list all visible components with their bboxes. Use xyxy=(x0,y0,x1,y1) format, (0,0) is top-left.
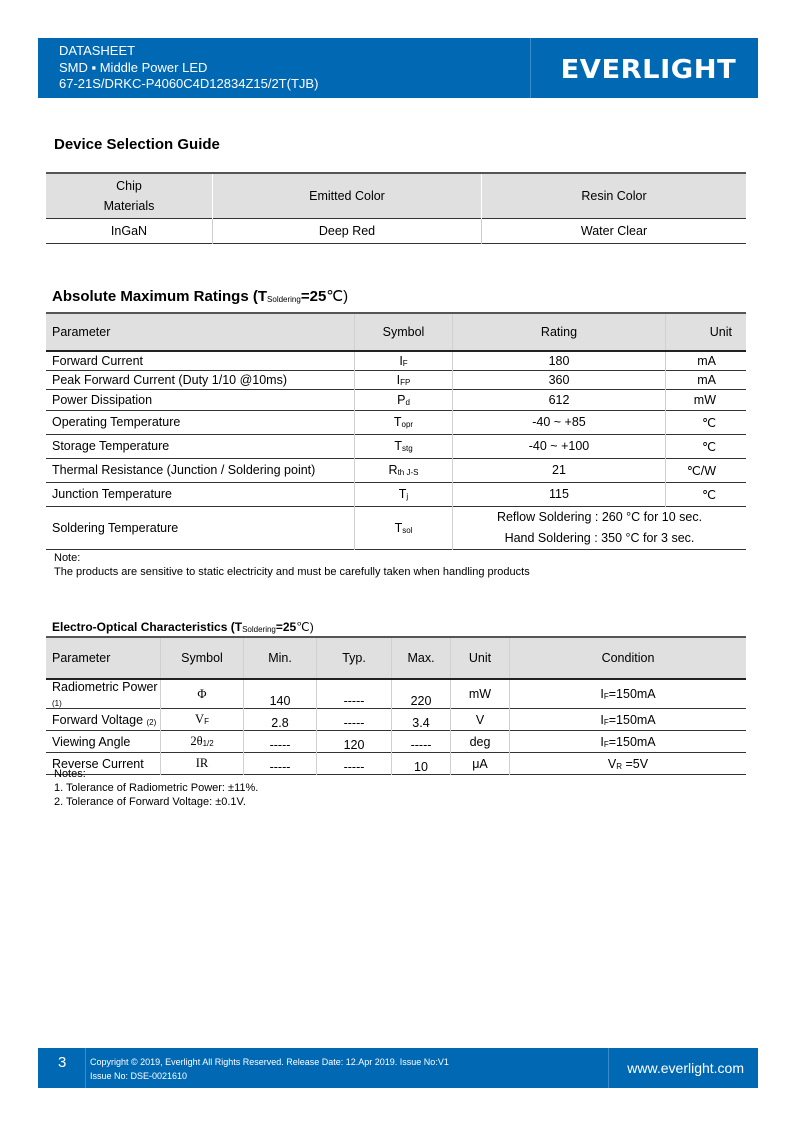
table-row xyxy=(46,370,746,389)
cell-parameter xyxy=(46,709,161,731)
table-row xyxy=(46,389,746,410)
cell-symbol xyxy=(355,389,453,410)
eo-title xyxy=(52,620,314,634)
cell-unit: ℃ xyxy=(666,482,747,506)
table-row xyxy=(46,434,746,458)
cell-unit: mA xyxy=(666,370,747,389)
eo-table xyxy=(46,636,746,775)
cell-symbol xyxy=(355,434,453,458)
cell-symbol xyxy=(355,410,453,434)
cell-parameter xyxy=(46,731,161,753)
title-subscript: Soldering xyxy=(242,625,276,634)
cell-parameter: Thermal Resistance (Junction / Soldering point) xyxy=(52,463,316,477)
col-rating: Rating xyxy=(453,313,666,351)
cell-unit: ℃/W xyxy=(666,458,747,482)
symbol-text: IR xyxy=(195,756,209,770)
title-text: Absolute Maximum Ratings (T xyxy=(52,288,268,305)
title-text: Electro-Optical Characteristics (T xyxy=(52,620,243,634)
table-row xyxy=(46,218,746,243)
device-selection-table xyxy=(46,172,746,244)
cell-emitted-color: Deep Red xyxy=(213,218,482,243)
condition-value: =150mA xyxy=(608,734,656,749)
note-label: Note: xyxy=(54,552,81,564)
col-parameter: Parameter xyxy=(46,313,355,351)
page-footer xyxy=(38,1048,758,1088)
condition-value: =150mA xyxy=(608,712,656,727)
title-unit: ℃) xyxy=(296,620,314,634)
col-unit: Unit xyxy=(451,637,510,679)
cell-typ: ----- xyxy=(317,753,392,775)
cell-min: 140 xyxy=(244,679,317,709)
col-symbol: Symbol xyxy=(161,637,244,679)
title-value: =25 xyxy=(275,620,297,634)
symbol-text: P xyxy=(397,392,406,407)
title-value: =25 xyxy=(300,288,327,305)
header-divider xyxy=(530,38,531,98)
condition-subscript: R xyxy=(616,761,623,771)
page-header xyxy=(38,38,758,98)
title-subscript: Soldering xyxy=(267,295,301,304)
cell-parameter: Storage Temperature xyxy=(52,439,170,453)
copyright-text: Copyright © 2019, Everlight All Rights Reserved. Release Date: 12.Apr 2019. Issue No:V1 xyxy=(90,1057,449,1067)
cell-rating: 21 xyxy=(453,458,666,482)
cell-min: ----- xyxy=(244,731,317,753)
table-header-row xyxy=(46,173,746,218)
cell-unit: ℃ xyxy=(666,434,747,458)
parameter-text: Radiometric Power xyxy=(52,680,158,694)
note-item: 1. Tolerance of Radiometric Power: ±11%. xyxy=(54,782,259,794)
condition-symbol: V xyxy=(607,756,617,771)
cell-parameter xyxy=(46,679,161,709)
symbol-subscript: FP xyxy=(400,377,411,387)
doc-type: DATASHEET xyxy=(59,43,136,58)
symbol-text: T xyxy=(393,415,402,429)
cell-unit: V xyxy=(451,709,510,731)
cell-rating: 360 xyxy=(453,370,666,389)
parameter-text: Forward Voltage xyxy=(52,712,144,727)
table-header-row xyxy=(46,313,746,351)
condition-value: =150mA xyxy=(608,687,656,701)
cell-symbol xyxy=(161,709,244,731)
cell-max: 3.4 xyxy=(392,709,451,731)
cell-rating xyxy=(453,506,747,549)
note-item: 2. Tolerance of Forward Voltage: ±0.1V. xyxy=(54,796,246,808)
cell-unit: ℃ xyxy=(666,410,747,434)
parameter-text: Reverse Current xyxy=(52,756,144,771)
reflow-soldering: Reflow Soldering : 260 °C for 10 sec. xyxy=(496,509,703,524)
page-number: 3 xyxy=(58,1054,67,1071)
header-text: Chip xyxy=(116,178,142,193)
cell-typ: ----- xyxy=(317,709,392,731)
cell-parameter: Junction Temperature xyxy=(52,487,172,501)
table-row xyxy=(46,679,746,709)
symbol-subscript: 1/2 xyxy=(202,739,214,748)
cell-condition xyxy=(510,709,747,731)
condition-subscript: F xyxy=(603,739,609,749)
symbol-text: I xyxy=(399,353,403,368)
cell-max: ----- xyxy=(392,731,451,753)
col-resin-color: Resin Color xyxy=(482,173,747,218)
header-text xyxy=(59,43,318,93)
col-emitted-color: Emitted Color xyxy=(213,173,482,218)
hand-soldering: Hand Soldering : 350 °C for 3 sec. xyxy=(504,530,695,545)
table-row xyxy=(46,351,746,370)
col-min: Min. xyxy=(244,637,317,679)
symbol-subscript: opr xyxy=(401,420,414,429)
cell-symbol xyxy=(355,370,453,389)
cell-rating: -40 ~ +85 xyxy=(453,410,666,434)
symbol-text: T xyxy=(394,439,402,453)
note-text: The products are sensitive to static electricity and must be carefully taken when handling products xyxy=(54,566,530,578)
part-number: 67-21S/DRKC-P4060C4D12834Z15/2T(TJB) xyxy=(59,76,319,91)
condition-symbol: I xyxy=(600,734,604,749)
eo-notes xyxy=(54,767,258,809)
col-chip-materials xyxy=(46,173,213,218)
cell-symbol xyxy=(355,506,453,549)
cell-unit: mA xyxy=(666,351,747,370)
symbol-subscript: F xyxy=(204,717,209,726)
cell-rating: 612 xyxy=(453,389,666,410)
abs-max-table xyxy=(46,312,746,550)
cell-unit: deg xyxy=(451,731,510,753)
cell-unit: μA xyxy=(451,753,510,775)
cell-typ: ----- xyxy=(317,679,392,709)
cell-condition xyxy=(510,731,747,753)
symbol-text: I xyxy=(396,372,401,387)
cell-unit: mW xyxy=(451,679,510,709)
footer-divider xyxy=(85,1048,86,1088)
cell-unit: mW xyxy=(666,389,747,410)
cell-rating: 115 xyxy=(453,482,666,506)
cell-rating: 180 xyxy=(453,351,666,370)
cell-min: 2.8 xyxy=(244,709,317,731)
symbol-subscript: stg xyxy=(401,444,413,453)
condition-subscript: F xyxy=(603,717,609,727)
cell-parameter: Forward Current xyxy=(52,353,143,368)
cell-parameter: Power Dissipation xyxy=(52,392,153,407)
footer-copyright xyxy=(90,1055,449,1083)
condition-symbol: I xyxy=(600,687,604,701)
cell-parameter: Peak Forward Current (Duty 1/10 @10ms) xyxy=(52,372,287,387)
abs-max-note xyxy=(54,551,530,579)
cell-rating: -40 ~ +100 xyxy=(453,434,666,458)
product-category: SMD ▪ Middle Power LED xyxy=(59,59,208,75)
condition-subscript: F xyxy=(603,692,609,701)
col-unit: Unit xyxy=(666,313,747,351)
cell-condition xyxy=(510,753,747,775)
issue-number: Issue No: DSE-0021610 xyxy=(90,1071,188,1081)
cell-min: ----- xyxy=(244,753,317,775)
symbol-subscript: F xyxy=(402,358,408,368)
parameter-text: Viewing Angle xyxy=(52,734,131,749)
symbol-text: T xyxy=(398,487,407,501)
cell-symbol xyxy=(161,679,244,709)
table-row xyxy=(46,709,746,731)
website-link[interactable]: www.everlight.com xyxy=(627,1060,744,1076)
cell-parameter: Operating Temperature xyxy=(52,415,181,429)
title-unit: ℃) xyxy=(326,288,349,305)
cell-symbol xyxy=(161,731,244,753)
cell-symbol xyxy=(355,351,453,370)
col-condition: Condition xyxy=(510,637,747,679)
symbol-text: Φ xyxy=(197,686,207,701)
symbol-subscript: d xyxy=(405,397,410,407)
footnote-ref: (1) xyxy=(52,699,62,708)
cell-typ: 120 xyxy=(317,731,392,753)
table-row-soldering xyxy=(46,506,746,549)
cell-chip: InGaN xyxy=(46,218,213,243)
col-symbol: Symbol xyxy=(355,313,453,351)
symbol-text: R xyxy=(388,463,398,477)
everlight-logo: EVERLIGHT xyxy=(560,55,736,85)
symbol-text: V xyxy=(195,712,205,726)
cell-parameter: Soldering Temperature xyxy=(52,520,179,535)
cell-resin-color: Water Clear xyxy=(580,223,648,238)
symbol-subscript: sol xyxy=(402,525,413,535)
table-row xyxy=(46,731,746,753)
table-row xyxy=(46,458,746,482)
symbol-text: 2θ xyxy=(190,734,203,748)
footer-divider xyxy=(608,1048,609,1088)
notes-label: Notes: xyxy=(54,768,86,780)
col-max: Max. xyxy=(392,637,451,679)
col-typ: Typ. xyxy=(317,637,392,679)
footnote-ref: (2) xyxy=(146,717,157,727)
cell-max: 220 xyxy=(392,679,451,709)
condition-value: =5V xyxy=(622,756,649,771)
header-text: Materials xyxy=(103,198,155,213)
table-row xyxy=(46,410,746,434)
cell-symbol xyxy=(355,458,453,482)
cell-max: 10 xyxy=(392,753,451,775)
cell-condition xyxy=(510,679,747,709)
device-selection-title: Device Selection Guide xyxy=(54,136,220,153)
table-header-row xyxy=(46,637,746,679)
col-parameter: Parameter xyxy=(46,637,161,679)
symbol-subscript: th J-S xyxy=(397,468,419,477)
table-row xyxy=(46,482,746,506)
symbol-text: T xyxy=(394,520,403,535)
abs-max-title xyxy=(52,287,348,305)
cell-symbol xyxy=(355,482,453,506)
condition-symbol: I xyxy=(600,712,604,727)
symbol-subscript: j xyxy=(406,492,409,501)
